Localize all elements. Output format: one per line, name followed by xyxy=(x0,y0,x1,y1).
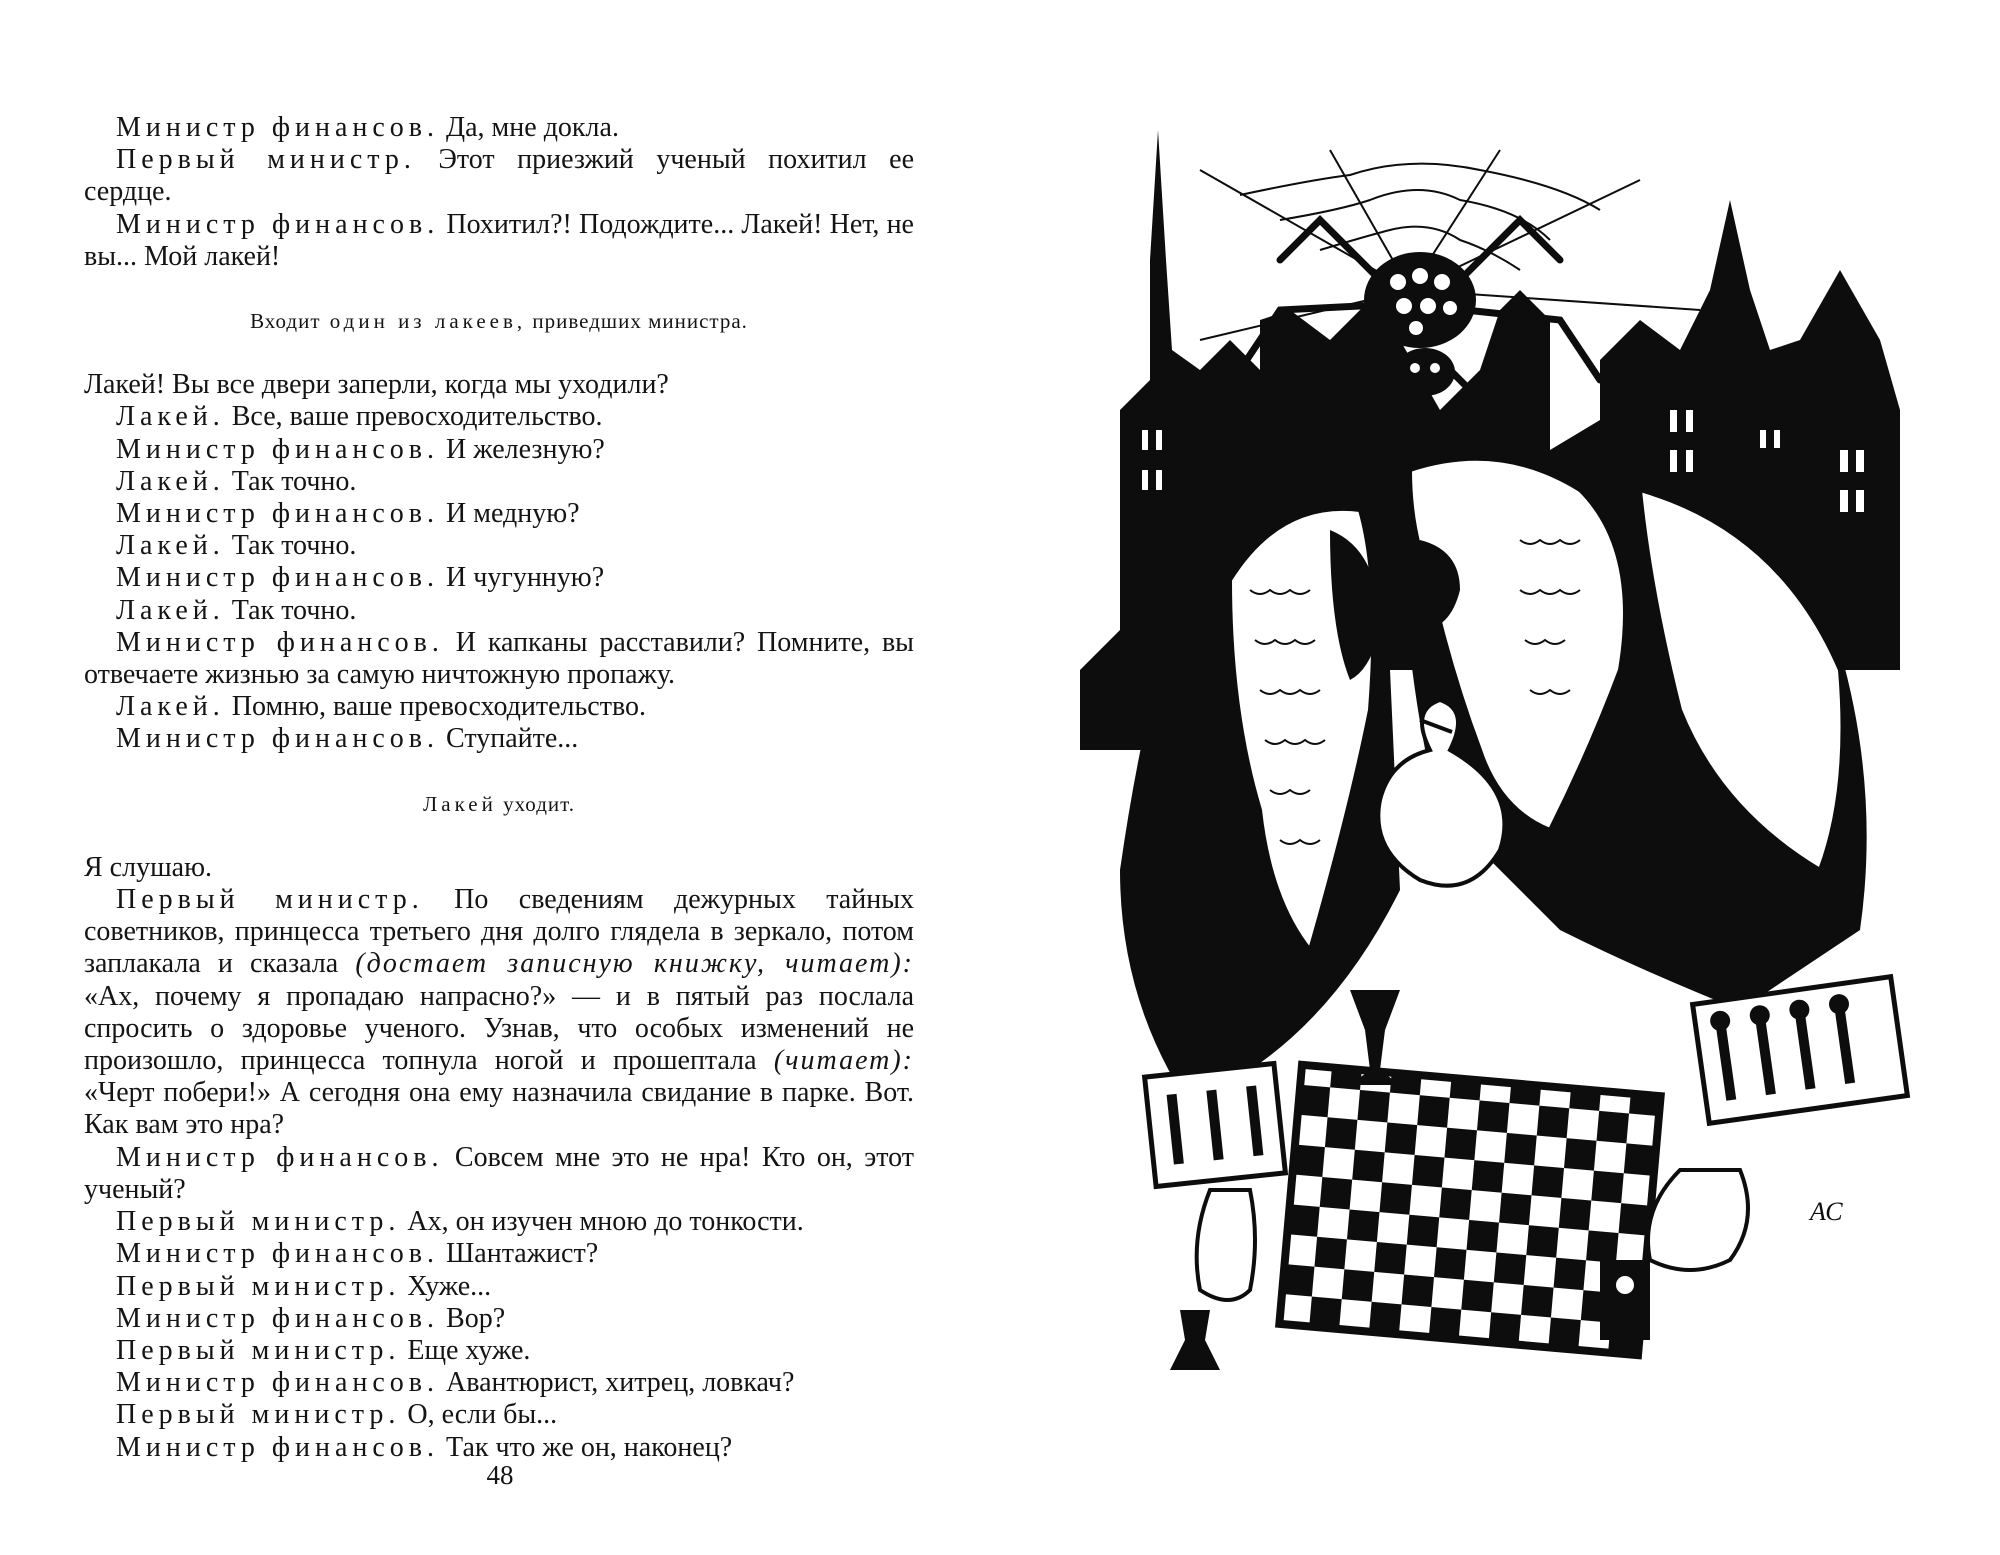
speaker-name: Первый министр. xyxy=(116,1334,401,1366)
dialogue-line xyxy=(84,144,914,208)
italic-remark: (читает): xyxy=(773,1045,914,1077)
dialogue-line xyxy=(84,401,914,433)
speaker-name: Министр финансов. xyxy=(116,1141,444,1173)
speaker-name: Лакей. xyxy=(116,465,225,497)
speaker-name: Министр финансов. xyxy=(116,433,440,465)
speaker-name: Министр финансов. xyxy=(116,112,440,143)
speaker-name: Министр финансов. xyxy=(116,1431,440,1463)
dialogue-line xyxy=(84,209,914,273)
line-text: Совсем мне это не нра! Кто он, этот ученый? xyxy=(84,1141,914,1205)
line-text: И железную? xyxy=(439,433,605,465)
line-text: Так точно. xyxy=(224,594,357,626)
dialogue-line xyxy=(84,595,914,627)
speaker-name: Министр финансов. xyxy=(116,1238,440,1270)
luggage-tag xyxy=(1600,1260,1650,1340)
dialogue-line xyxy=(84,562,914,594)
italic-remark: (достает записную книжку, читает): xyxy=(355,948,914,980)
dialogue-line xyxy=(84,1399,914,1431)
speaker-name: Лакей. xyxy=(116,401,225,433)
line-text: Авантюрист, хитрец, ловкач? xyxy=(439,1367,795,1399)
line-text: И чугунную? xyxy=(439,562,605,594)
stage-direction: Лакей уходит. xyxy=(423,791,575,816)
line-text: Еще хуже. xyxy=(400,1334,531,1366)
dialogue-line: Первый министр. По сведениям дежурных тайных советников, принцесса третьего дня долго глядела в зеркало, потом заплакала и сказала (достает записную книжку, читает): «Ах, почему я пропадаю напрасно?» — и в пятый раз послала спросить о здоровье ученого. Узнав, что особых изменений не произошло, принцесса топнула ногой и прошептала (читает): «Черт побери!» А сегодня она ему назначила свидание в парке. Вот. Как вам это нра? xyxy=(84,884,915,1141)
dialogue-line xyxy=(84,369,914,401)
speaker-name: Министр финансов. xyxy=(116,498,440,530)
speaker-name: Министр финансов. xyxy=(116,1367,440,1399)
line-text: Лакей! Вы все двери заперли, когда мы уходили? xyxy=(84,369,669,401)
speaker-name: Министр финансов. xyxy=(116,626,444,658)
line-text: Так точно. xyxy=(224,465,357,497)
dialogue-line xyxy=(84,530,914,562)
speaker-name: Первый министр. xyxy=(116,1270,401,1302)
line-text: Я слушаю. xyxy=(84,851,212,883)
dialogue-line xyxy=(84,498,914,530)
dialogue-line xyxy=(84,1206,914,1238)
speaker-name: Первый министр. xyxy=(116,1399,401,1431)
dialogue-line xyxy=(84,466,914,498)
dialogue-line xyxy=(84,723,914,755)
speaker-name: Первый министр. xyxy=(116,884,424,916)
dialogue-line xyxy=(84,1303,914,1335)
chess-piece xyxy=(1170,1310,1220,1370)
dialogue-line xyxy=(84,112,914,144)
dialogue-line xyxy=(84,691,914,723)
illustration xyxy=(1080,110,1930,1410)
speaker-name: Министр финансов. xyxy=(116,208,440,240)
dialogue-line xyxy=(84,852,914,884)
dialogue-line xyxy=(84,1335,914,1367)
page-number: 48 xyxy=(486,1460,514,1490)
speaker-name: Лакей. xyxy=(116,691,225,723)
dialogue-line xyxy=(84,434,914,466)
speaker-name: Министр финансов. xyxy=(116,562,440,594)
line-text: Шантажист? xyxy=(439,1238,599,1270)
line-text: Ах, он изучен мною до тонкости. xyxy=(400,1206,804,1238)
line-text: И капканы расставили? Помните, вы отвечаете жизнью за самую ничтожную пропажу. xyxy=(84,626,914,691)
dialogue-line xyxy=(84,627,914,691)
line-text: Так что же он, наконец? xyxy=(439,1431,733,1463)
speaker-name: Министр финансов. xyxy=(116,1302,440,1334)
line-text: Все, ваше превосходительство. xyxy=(224,401,603,433)
stage-direction: Входит один из лакеев, приведших министра. xyxy=(250,309,748,334)
line-text: Ступайте... xyxy=(439,723,579,755)
line-text: И медную? xyxy=(439,498,580,530)
dialogue-line xyxy=(84,1238,914,1270)
line-text: Да, мне докла. xyxy=(439,112,619,143)
line-text: Хуже... xyxy=(400,1270,492,1302)
speaker-name: Лакей. xyxy=(116,530,225,562)
line-text: Этот приезжий ученый похитил ее сердце. xyxy=(84,144,915,208)
speaker-name: Первый министр. xyxy=(116,1206,401,1238)
line-text: Вор? xyxy=(439,1302,506,1334)
dialogue-line xyxy=(84,1142,914,1206)
speaker-name: Министр финансов. xyxy=(116,723,440,755)
line-text: О, если бы... xyxy=(400,1399,558,1431)
dialogue-line xyxy=(84,1367,914,1399)
artist-signature: АС xyxy=(1810,1197,1843,1226)
line-text: Похитил?! Подождите... Лакей! Нет, не вы... Мой лакей! xyxy=(84,208,914,272)
left-page-text xyxy=(84,112,914,1464)
speaker-name: Первый министр. xyxy=(116,144,416,176)
line-text: Так точно. xyxy=(224,530,357,562)
dialogue-line xyxy=(84,1271,914,1303)
dialogue-line xyxy=(84,1432,914,1464)
line-text: Помню, ваше превосходительство. xyxy=(224,691,646,723)
speaker-name: Лакей. xyxy=(116,594,225,626)
